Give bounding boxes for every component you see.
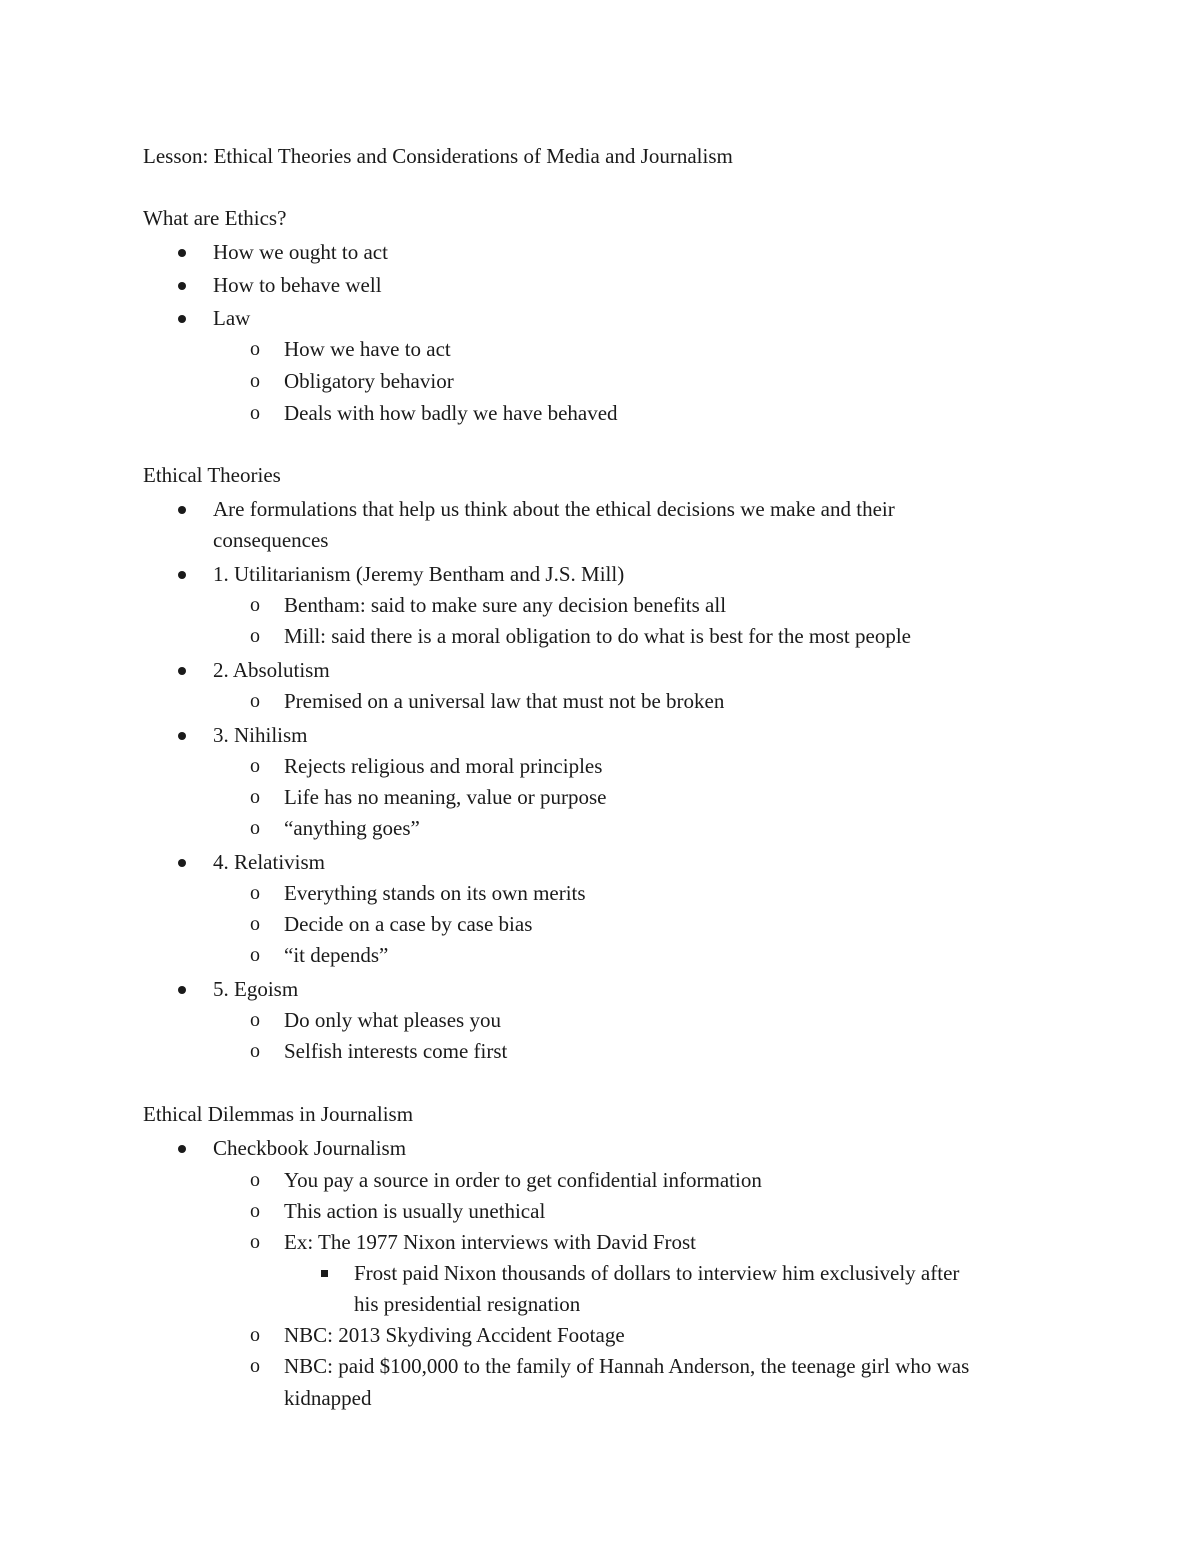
bullet-circle: o [250,625,260,647]
sub-list-item: Selfish interests come first [284,1039,508,1063]
sub-list-item: Deals with how badly we have behaved [284,401,618,425]
bullet-disc [178,850,186,867]
list-item: Are formulations that help us think about the ethical decisions we make and their [213,497,895,521]
bullet-circle: o [250,944,260,966]
bullet-circle: o [250,786,260,808]
list-item-continuation: consequences [213,528,329,552]
list-item: Checkbook Journalism [213,1136,407,1160]
list-item: How to behave well [213,273,382,297]
sub-list-item: This action is usually unethical [284,1199,546,1223]
section-heading-theories: Ethical Theories [143,463,281,487]
bullet-disc [178,273,186,290]
bullet-disc [178,977,186,994]
bullet-circle: o [250,1324,260,1346]
bullet-disc [178,658,186,675]
bullet-circle: o [250,1009,260,1031]
bullet-disc [178,497,186,514]
bullet-disc [178,306,186,323]
list-item: How we ought to act [213,240,388,264]
section-heading-dilemmas: Ethical Dilemmas in Journalism [143,1102,414,1126]
sub-list-item: Everything stands on its own merits [284,881,586,905]
section-heading-ethics: What are Ethics? [143,206,287,230]
bullet-circle: o [250,370,260,392]
bullet-square [321,1261,328,1277]
sub-list-item: Do only what pleases you [284,1008,501,1032]
list-item: 1. Utilitarianism (Jeremy Bentham and J.S. Mill) [213,562,625,586]
bullet-circle: o [250,402,260,424]
sub-list-item: Mill: said there is a moral obligation to do what is best for the most people [284,624,911,648]
bullet-circle: o [250,338,260,360]
bullet-circle: o [250,1169,260,1191]
list-item: 3. Nihilism [213,723,308,747]
sub-list-item: Decide on a case by case bias [284,912,533,936]
list-item: 5. Egoism [213,977,299,1001]
sub-list-item: You pay a source in order to get confidential information [284,1168,762,1192]
bullet-circle: o [250,1355,260,1377]
bullet-circle: o [250,690,260,712]
bullet-circle: o [250,1200,260,1222]
document-title: Lesson: Ethical Theories and Considerations of Media and Journalism [143,144,733,168]
bullet-circle: o [250,913,260,935]
sub-sub-list-item: Frost paid Nixon thousands of dollars to interview him exclusively after [354,1261,960,1285]
sub-list-item: NBC: 2013 Skydiving Accident Footage [284,1323,625,1347]
sub-list-item: Bentham: said to make sure any decision benefits all [284,593,727,617]
sub-list-item: Obligatory behavior [284,369,454,393]
bullet-circle: o [250,1040,260,1062]
sub-list-item: “it depends” [284,943,389,967]
sub-list-item: How we have to act [284,337,451,361]
bullet-circle: o [250,594,260,616]
bullet-circle: o [250,755,260,777]
bullet-disc [178,723,186,740]
sub-list-item: Premised on a universal law that must not be broken [284,689,725,713]
sub-list-item: Life has no meaning, value or purpose [284,785,607,809]
sub-list-item: NBC: paid $100,000 to the family of Hannah Anderson, the teenage girl who was [284,1354,970,1378]
bullet-circle: o [250,1231,260,1253]
sub-list-item-continuation: kidnapped [284,1386,372,1410]
sub-list-item: Ex: The 1977 Nixon interviews with David Frost [284,1230,696,1254]
bullet-disc [178,1136,186,1153]
sub-list-item: “anything goes” [284,816,420,840]
bullet-circle: o [250,882,260,904]
bullet-circle: o [250,817,260,839]
bullet-disc [178,240,186,257]
list-item: 4. Relativism [213,850,325,874]
bullet-disc [178,562,186,579]
list-item: 2. Absolutism [213,658,330,682]
sub-list-item: Rejects religious and moral principles [284,754,603,778]
list-item: Law [213,306,251,330]
sub-sub-list-item-continuation: his presidential resignation [354,1292,581,1316]
